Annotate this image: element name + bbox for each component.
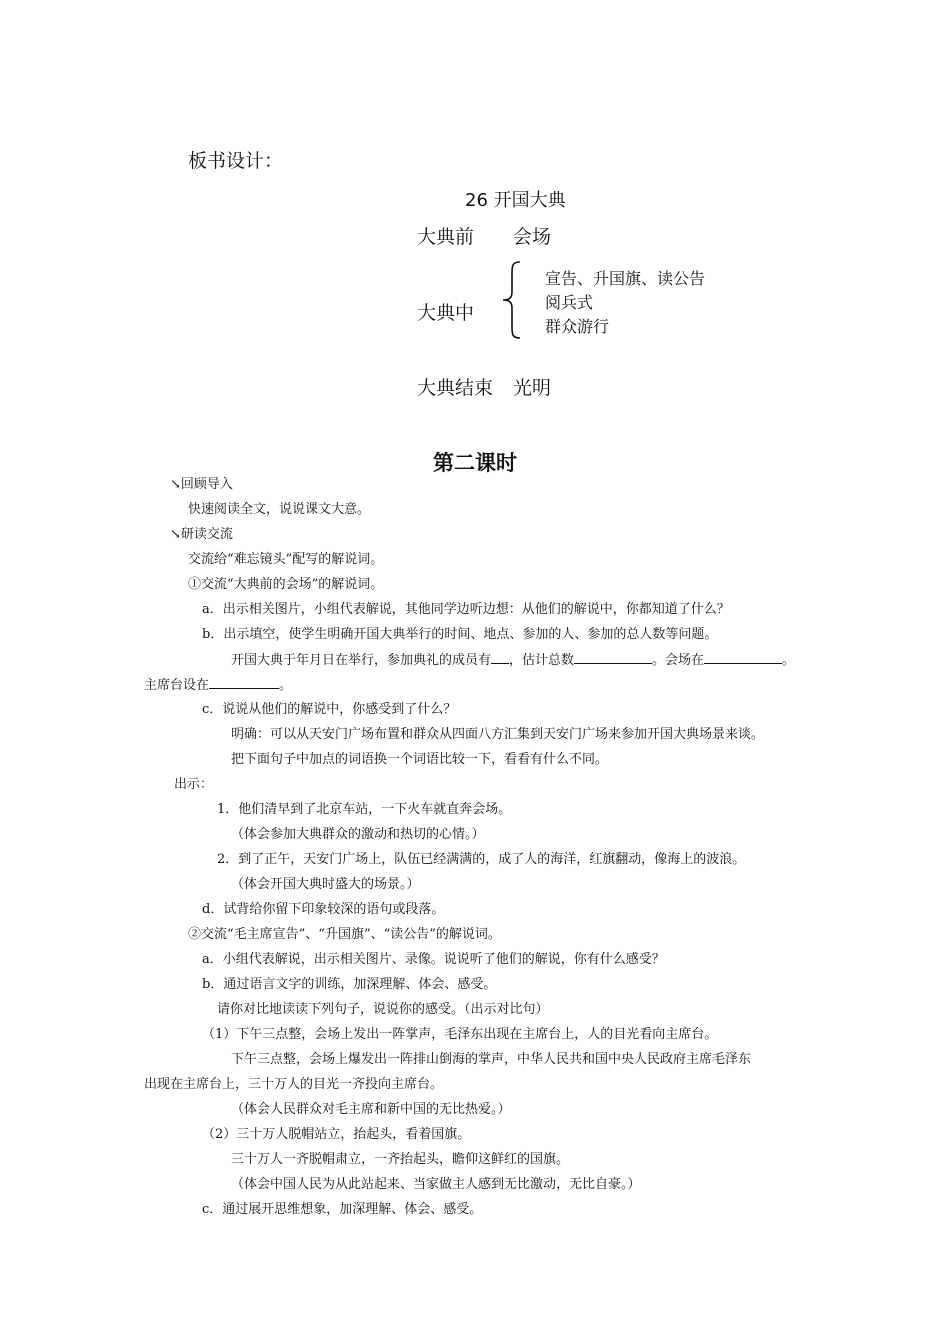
text-line: （2）三十万人脱帽站立，抬起头，看着国旗。 <box>202 1127 471 1142</box>
text-segment: 。 <box>279 678 293 693</box>
subsection-heading: ↘回顾导入 <box>170 477 233 492</box>
subsection-heading: ↘研读交流 <box>170 527 233 542</box>
text-line: 请你对比地读读下列句子，说说你的感受。（出示对比句） <box>217 1002 549 1017</box>
text-line: b．通过语言文字的训练，加深理解、体会、感受。 <box>202 977 497 992</box>
text-line: （1）下午三点整，会场上发出一阵掌声，毛泽东出现在主席台上，人的目光看向主席台。 <box>202 1027 718 1042</box>
blank-field <box>574 651 652 664</box>
text-line: （体会开国大典时盛大的场景。） <box>231 877 420 892</box>
text-line: a．小组代表解说，出示相关图片、录像。说说听了他们的解说，你有什么感受？ <box>202 952 665 967</box>
fill-in-line <box>231 651 795 670</box>
text-line: 把下面句子中加点的词语换一个词语比较一下，看看有什么不同。 <box>231 752 609 767</box>
text-line: ①交流“大典前的会场”的解说词。 <box>188 577 384 592</box>
text-line: （体会中国人民为从此站起来、当家做主人感到无比激动，无比自豪。） <box>231 1177 641 1192</box>
text-line: 2．到了正午，天安门广场上，队伍已经满满的，成了人的海洋，红旗翻动，像海上的波浪。 <box>217 852 746 867</box>
text-line: c．通过展开思维想象，加深理解、体会、感受。 <box>202 1202 483 1217</box>
end-value: 光明 <box>513 377 552 399</box>
before-value: 会场 <box>513 226 552 248</box>
text-segment: 主席台设在 <box>144 678 210 693</box>
text-line: 交流给“难忘镜头”配写的解说词。 <box>188 552 384 567</box>
text-line: 1．他们清早到了北京车站，一下火车就直奔会场。 <box>217 802 512 817</box>
text-segment: 。会场在 <box>652 653 705 668</box>
blank-field <box>491 651 509 664</box>
middle-item: 阅兵式 <box>545 293 594 312</box>
blank-field <box>209 676 279 689</box>
text-line: b．出示填空，使学生明确开国大典举行的时间、地点、参加的人、参加的总人数等问题。 <box>202 627 718 642</box>
text-line: a．出示相关图片，小组代表解说，其他同学边听边想：从他们的解说中，你都知道了什么？ <box>202 602 730 617</box>
middle-item: 群众游行 <box>545 317 610 336</box>
blank-field <box>704 651 782 664</box>
text-line: 下午三点整，会场上爆发出一阵排山倒海的掌声，中华人民共和国中央人民政府主席毛泽东 <box>231 1052 752 1067</box>
text-line: 快速阅读全文，说说课文大意。 <box>188 502 371 517</box>
before-label: 大典前 <box>417 226 475 248</box>
middle-label: 大典中 <box>417 302 475 324</box>
text-segment: 开国大典于年月日在举行，参加典礼的成员有 <box>231 653 492 668</box>
text-line: d．试背给你留下印象较深的语句或段落。 <box>202 902 445 917</box>
text-line: ②交流“毛主席宣告”、“升国旗”、“读公告”的解说词。 <box>188 927 501 942</box>
text-line: 明确：可以从天安门广场布置和群众从四面八方汇集到天安门广场来参加开国大典场景来谈。 <box>231 727 765 742</box>
curly-brace-icon <box>500 260 522 340</box>
text-line: c．说说从他们的解说中，你感受到了什么？ <box>202 702 457 717</box>
middle-item: 宣告、升国旗、读公告 <box>545 269 706 288</box>
text-line: 出现在主席台上，三十万人的目光一齐投向主席台。 <box>144 1077 444 1092</box>
text-segment: 。 <box>782 653 796 668</box>
fill-in-line <box>144 676 292 695</box>
end-label: 大典结束 <box>417 377 494 399</box>
text-line: 出示： <box>174 777 214 792</box>
text-line: （体会参加大典群众的激动和热切的心情。） <box>231 827 485 842</box>
text-line: 三十万人一齐脱帽肃立，一齐抬起头，瞻仰这鲜红的国旗。 <box>231 1152 570 1167</box>
lesson-title: 26 开国大典 <box>465 190 566 211</box>
text-segment: ，估计总数 <box>509 653 575 668</box>
text-line: （体会人民群众对毛主席和新中国的无比热爱。） <box>231 1102 511 1117</box>
board-design-heading: 板书设计： <box>188 150 284 172</box>
section-title: 第二课时 <box>433 451 517 475</box>
